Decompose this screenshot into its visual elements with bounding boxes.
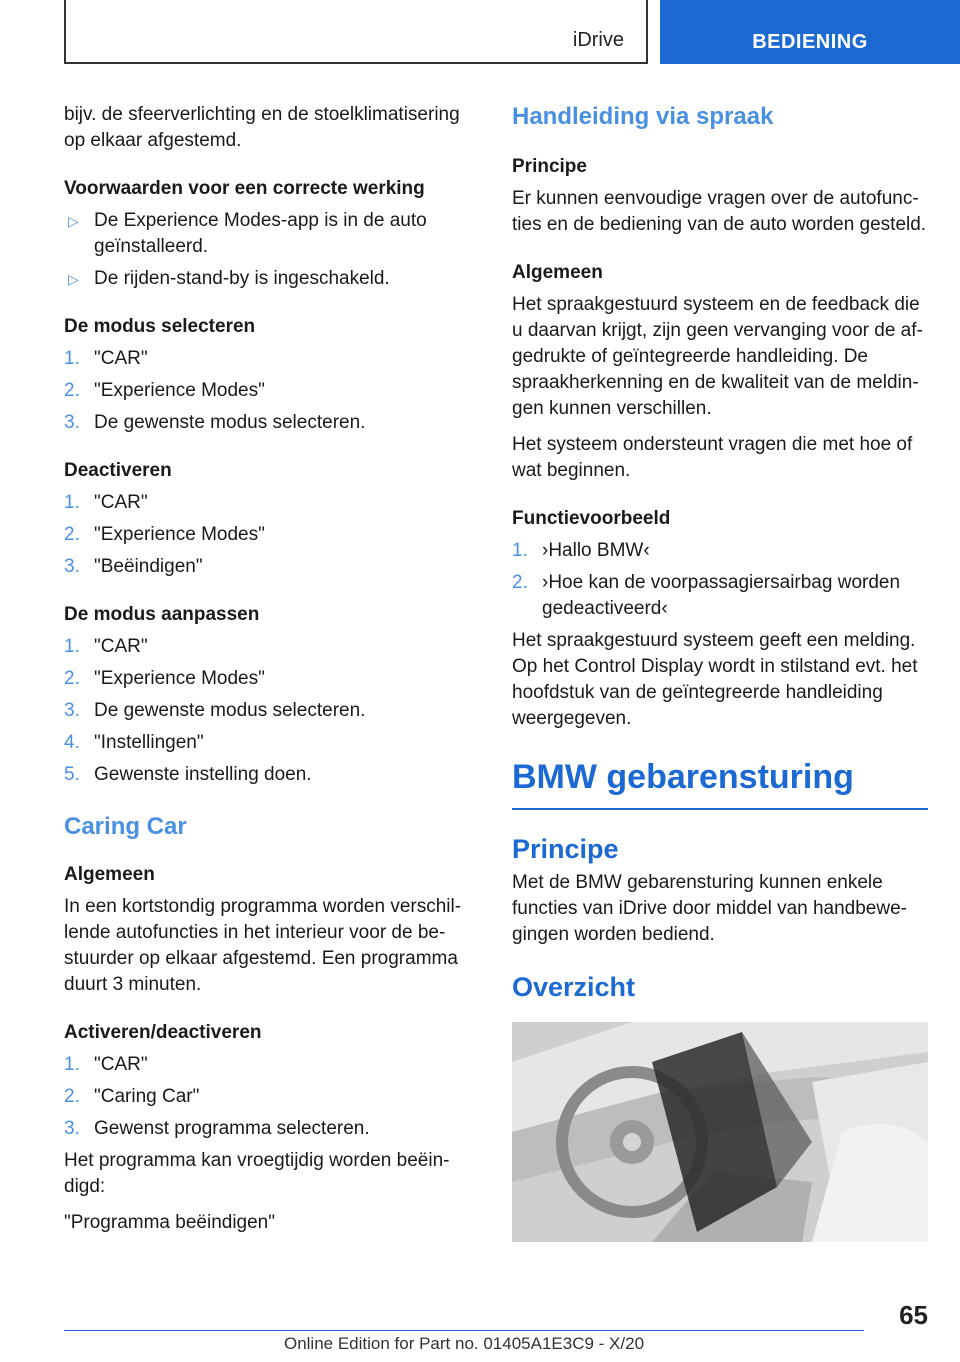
general-heading: Algemeen bbox=[512, 262, 603, 283]
left-column bbox=[64, 102, 472, 1246]
conditions-list bbox=[64, 208, 472, 292]
list-item: 2. ›Hoe kan de voorpassagiersairbag worden gedeactiveerd‹ bbox=[512, 572, 901, 619]
gesture-principle-heading: Principe bbox=[512, 834, 619, 864]
header-chapter[interactable]: iDrive bbox=[572, 29, 624, 51]
deactivate-steps bbox=[64, 490, 472, 580]
header-section-tab[interactable]: BEDIENING bbox=[660, 0, 960, 64]
caring-car-heading: Caring Car bbox=[64, 813, 187, 840]
car-interior-gesture-image bbox=[512, 1022, 928, 1242]
header-chapter-box bbox=[64, 0, 648, 64]
footer-edition: Online Edition for Part no. 01405A1E3C9 - X/20 bbox=[283, 1334, 645, 1353]
select-heading: De modus selecteren bbox=[64, 316, 256, 337]
activate-steps bbox=[64, 1052, 472, 1142]
page-number: 65 bbox=[899, 1300, 928, 1330]
deactivate-heading: Deactiveren bbox=[64, 460, 172, 481]
list-item: 3. "Beëindigen" bbox=[64, 556, 203, 577]
list-item: 2. "Experience Modes" bbox=[64, 668, 265, 689]
list-item: 1. "CAR" bbox=[64, 492, 148, 513]
voice-manual-heading: Handleiding via spraak bbox=[512, 103, 774, 130]
list-item: 5. Gewenste instelling doen. bbox=[64, 764, 312, 785]
adjust-heading: De modus aanpassen bbox=[64, 604, 260, 625]
list-item: 1. "CAR" bbox=[64, 348, 148, 369]
gesture-principle-text: Met de BMW gebarensturing kunnen enkele functies van iDrive door middel van handbewegingen worden bediend. bbox=[512, 872, 907, 945]
principle-text: Er kunnen eenvoudige vragen over de autofuncties en de bediening van de auto worden gesteld. bbox=[512, 188, 927, 235]
triangle-bullet-icon: ▷ bbox=[68, 271, 79, 287]
right-column bbox=[512, 102, 928, 1242]
example-text: Het spraakgestuurd systeem geeft een melding. Op het Control Display wordt in stilstand evt. het hoofdstuk van de geïntegreerde handleiding weergegeven. bbox=[512, 630, 918, 729]
footer-divider bbox=[64, 1330, 864, 1331]
general-text-1: Het spraakgestuurd systeem en de feedback die u daarvan krijgt, zijn geen vervanging voor de afgedrukte of geïntegreerde handleiding. De spraakherkenning en de kwaliteit van de meldingen kunnen verschillen. bbox=[512, 294, 923, 419]
intro-text: bijv. de sfeerverlichting en de stoelklimatisering op elkaar afgestemd. bbox=[64, 104, 460, 151]
example-steps bbox=[512, 538, 928, 622]
activate-note: Het programma kan vroegtijdig worden beëindigd: bbox=[64, 1150, 450, 1197]
triangle-bullet-icon: ▷ bbox=[68, 213, 79, 229]
list-item: 2. "Caring Car" bbox=[64, 1086, 200, 1107]
conditions-heading: Voorwaarden voor een correcte werking bbox=[64, 178, 425, 199]
principle-heading: Principe bbox=[512, 156, 587, 177]
list-item: 1. "CAR" bbox=[64, 1054, 148, 1075]
caring-general-heading: Algemeen bbox=[64, 864, 155, 885]
list-item: 3. De gewenste modus selecteren. bbox=[64, 700, 366, 721]
list-item: ▷ De rijden-stand-by is ingeschakeld. bbox=[64, 266, 472, 292]
list-item: 2. "Experience Modes" bbox=[64, 380, 265, 401]
list-item: ▷ De Experience Modes-app is in de auto geïnstalleerd. bbox=[68, 210, 427, 257]
list-item: 1. ›Hallo BMW‹ bbox=[512, 540, 650, 561]
list-item: 1. "CAR" bbox=[64, 636, 148, 657]
example-heading: Functievoorbeeld bbox=[512, 508, 671, 529]
list-item: 3. De gewenste modus selecteren. bbox=[64, 412, 366, 433]
list-item: 2. "Experience Modes" bbox=[64, 524, 265, 545]
select-steps bbox=[64, 346, 472, 436]
caring-general-text: In een kortstondig programma worden verschillende autofuncties in het interieur voor de bestuurder op elkaar afgestemd. Een programma duurt 3 minuten. bbox=[64, 896, 462, 995]
gesture-control-heading: BMW gebarensturing bbox=[512, 756, 928, 810]
adjust-steps bbox=[64, 634, 472, 788]
list-item: 3. Gewenst programma selecteren. bbox=[64, 1118, 370, 1139]
overview-heading: Overzicht bbox=[512, 972, 636, 1002]
activate-heading: Activeren/deactiveren bbox=[64, 1022, 262, 1043]
activate-end: "Programma beëindigen" bbox=[64, 1212, 275, 1233]
car-interior-illustration bbox=[512, 1022, 928, 1242]
list-item: 4. "Instellingen" bbox=[64, 732, 204, 753]
general-text-2: Het systeem ondersteunt vragen die met hoe of wat beginnen. bbox=[512, 434, 913, 481]
